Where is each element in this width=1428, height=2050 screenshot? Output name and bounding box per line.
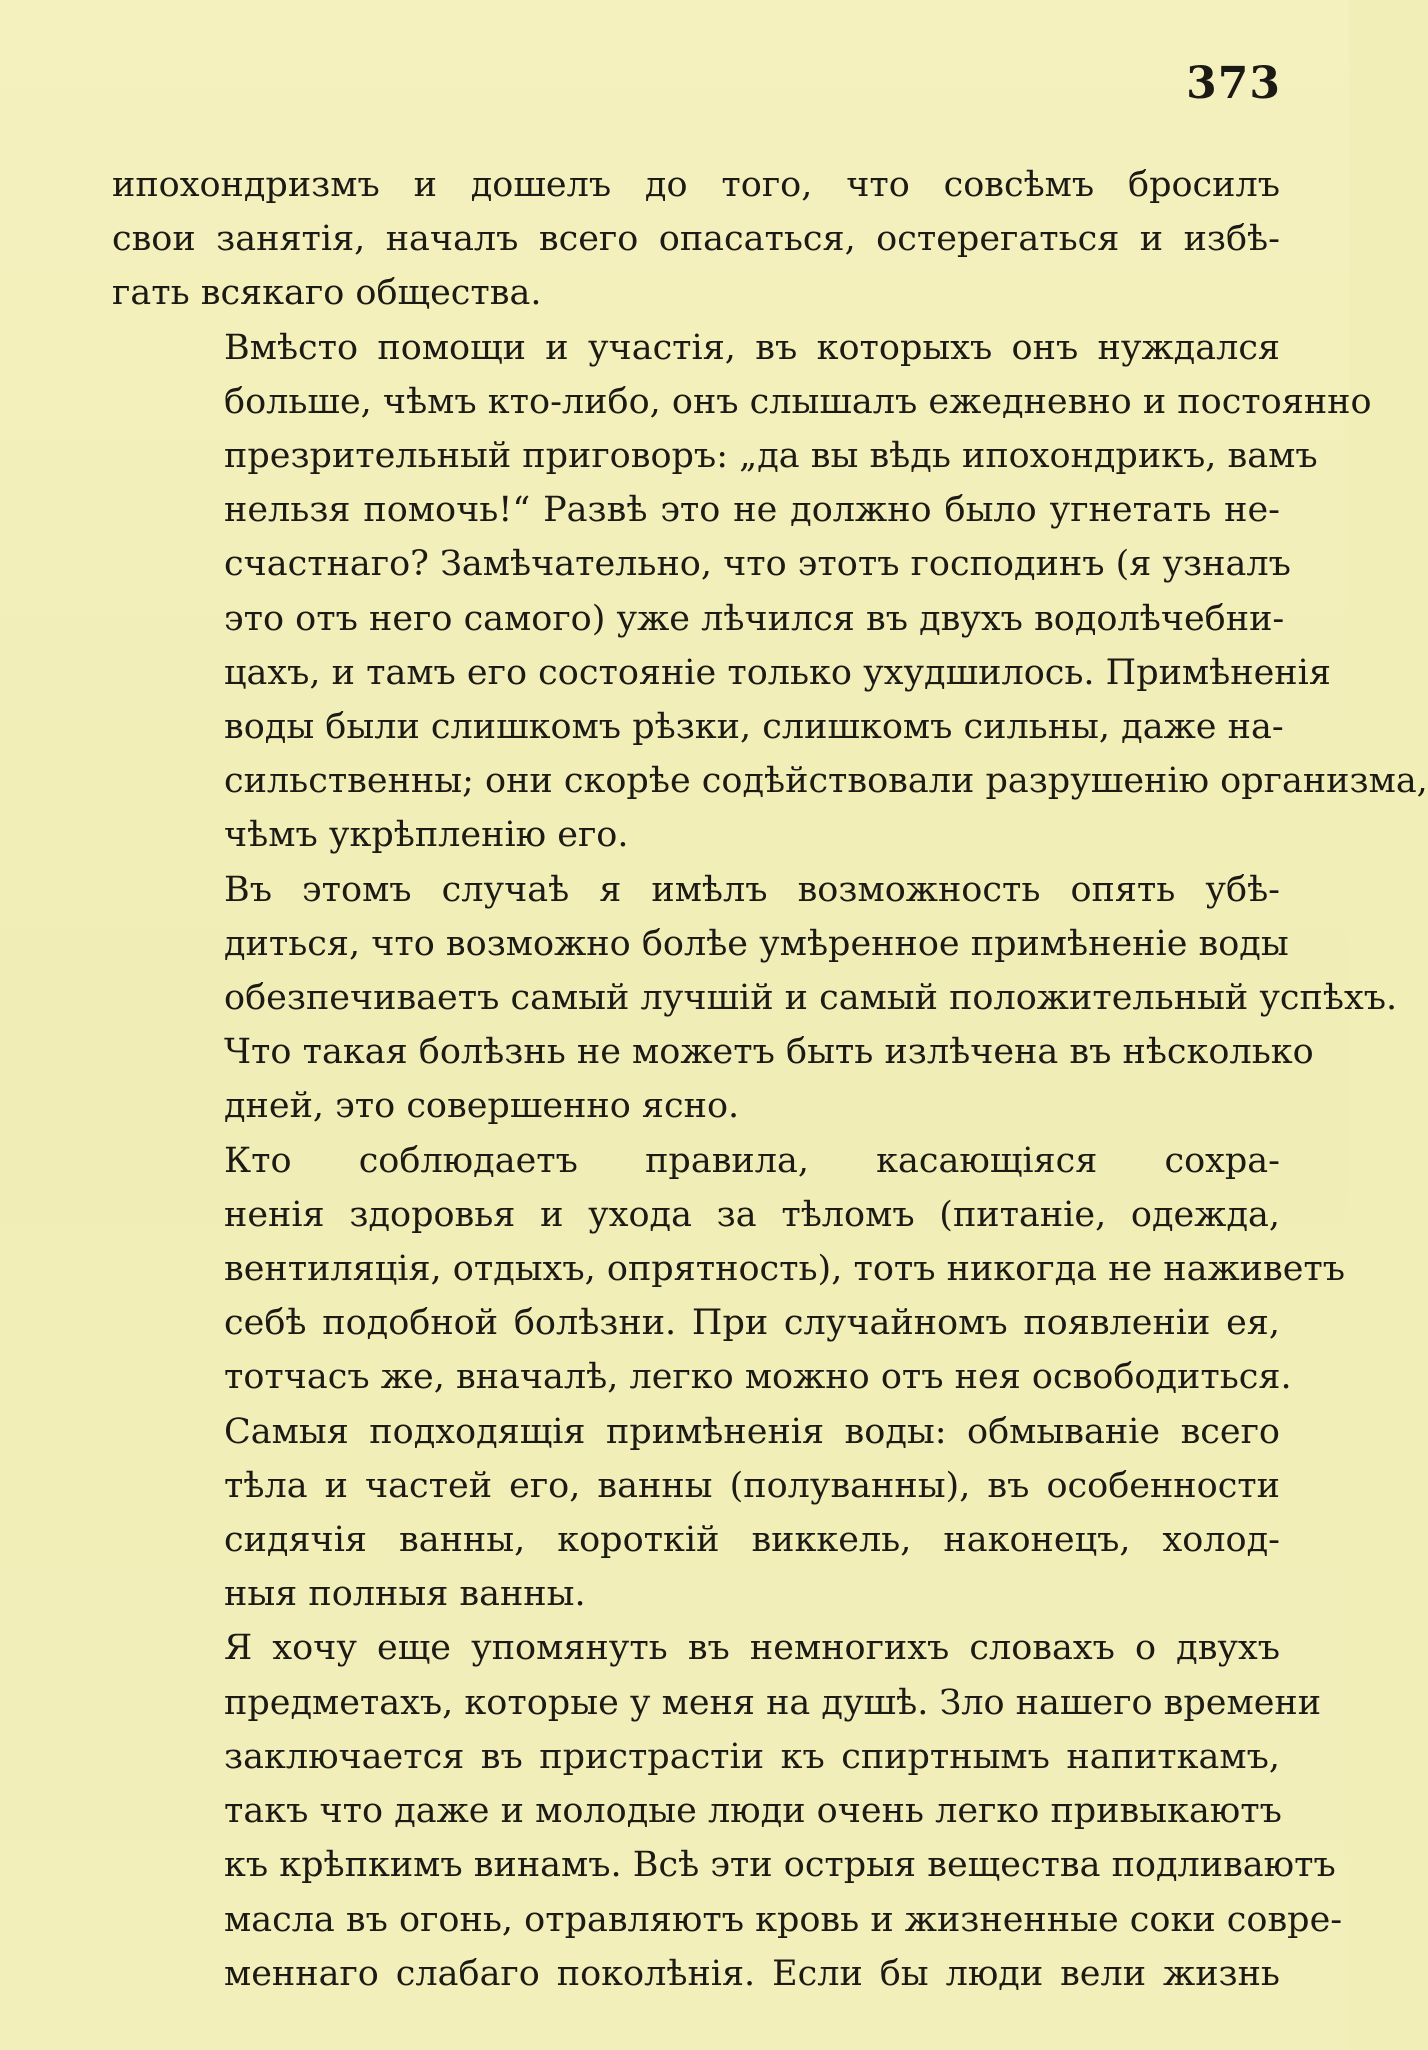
text-line: чѣмъ укрѣпленію его.	[224, 815, 629, 856]
text-line: такъ что даже и молодые люди очень легко привыкаютъ	[224, 1791, 1282, 1832]
text-line: ненія здоровья и ухода за тѣломъ (питаніе, одежда,	[224, 1194, 1280, 1235]
text-line: заключается въ пристрастіи къ спиртнымъ напиткамъ,	[224, 1736, 1280, 1777]
body-text	[112, 158, 1428, 2001]
text-line: воды были слишкомъ рѣзки, слишкомъ сильны, даже на-	[224, 707, 1284, 748]
text-line: вентиляція, отдыхъ, опрятность), тотъ никогда не наживетъ	[224, 1249, 1346, 1290]
text-line: нельзя помочь!“ Развѣ это не должно было угнетать не-	[224, 490, 1280, 531]
text-line: тотчасъ же, вначалѣ, легко можно отъ нея освободиться.	[224, 1357, 1292, 1398]
text-line: дней, это совершенно ясно.	[224, 1086, 740, 1127]
page-number: 373	[1186, 58, 1281, 109]
text-line: Въ этомъ случаѣ я имѣлъ возможность опять убѣ-	[224, 869, 1280, 910]
text-line: Кто соблюдаетъ правила, касающіяся сохра-	[224, 1140, 1280, 1181]
text-line: тѣла и частей его, ванны (полуванны), въ особенности	[224, 1465, 1280, 1506]
text-line: предметахъ, которые у меня на душѣ. Зло нашего времени	[224, 1682, 1322, 1723]
text-line: диться, что возможно болѣе умѣренное примѣненіе воды	[224, 923, 1289, 964]
text-line: меннаго слабаго поколѣнія. Если бы люди вели жизнь	[224, 1953, 1280, 1994]
text-line: обезпечиваетъ самый лучшій и самый положительный успѣхъ.	[224, 978, 1398, 1019]
text-line: къ крѣпкимъ винамъ. Всѣ эти острыя вещества подливаютъ	[224, 1845, 1336, 1886]
paragraph	[112, 863, 1398, 1134]
text-line: цахъ, и тамъ его состояніе только ухудшилось. Примѣненія	[224, 652, 1331, 693]
text-line: больше, чѣмъ кто-либо, онъ слышалъ ежедневно и постоянно	[224, 381, 1372, 422]
text-line: сидячія ванны, короткій виккель, наконецъ, холод-	[224, 1520, 1280, 1561]
text-line: гать всякаго общества.	[112, 273, 542, 314]
text-line: Самыя подходящія примѣненія воды: обмываніе всего	[224, 1411, 1280, 1452]
text-line: свои занятія, началъ всего опасаться, остерегаться и избѣ-	[112, 219, 1280, 260]
text-line: Я хочу еще упомянуть въ немногихъ словахъ о двухъ	[224, 1628, 1280, 1669]
text-line: это отъ него самого) уже лѣчился въ двухъ водолѣчебни-	[224, 598, 1285, 639]
paragraph	[112, 158, 1280, 321]
text-line: Что такая болѣзнь не можетъ быть излѣчена въ нѣсколько	[224, 1032, 1314, 1073]
paragraph	[112, 1405, 1280, 1622]
text-line: ныя полныя ванны.	[224, 1574, 586, 1615]
text-line: сильственны; они скорѣе содѣйствовали разрушенію организма,	[224, 761, 1428, 802]
paragraph	[112, 1134, 1346, 1405]
text-line: себѣ подобной болѣзни. При случайномъ появленіи ея,	[224, 1303, 1280, 1344]
text-line: ипохондризмъ и дошелъ до того, что совсѣмъ бросилъ	[112, 165, 1280, 205]
paragraph	[112, 1621, 1343, 2000]
text-line: Вмѣсто помощи и участія, въ которыхъ онъ нуждался	[224, 327, 1280, 368]
text-line: счастнаго? Замѣчательно, что этотъ господинъ (я узналъ	[224, 544, 1291, 585]
text-line: презрительный приговоръ: „да вы вѣдь ипохондрикъ, вамъ	[224, 436, 1318, 477]
text-line: масла въ огонь, отравляютъ кровь и жизненные соки совре-	[224, 1899, 1343, 1940]
paragraph	[112, 321, 1428, 863]
